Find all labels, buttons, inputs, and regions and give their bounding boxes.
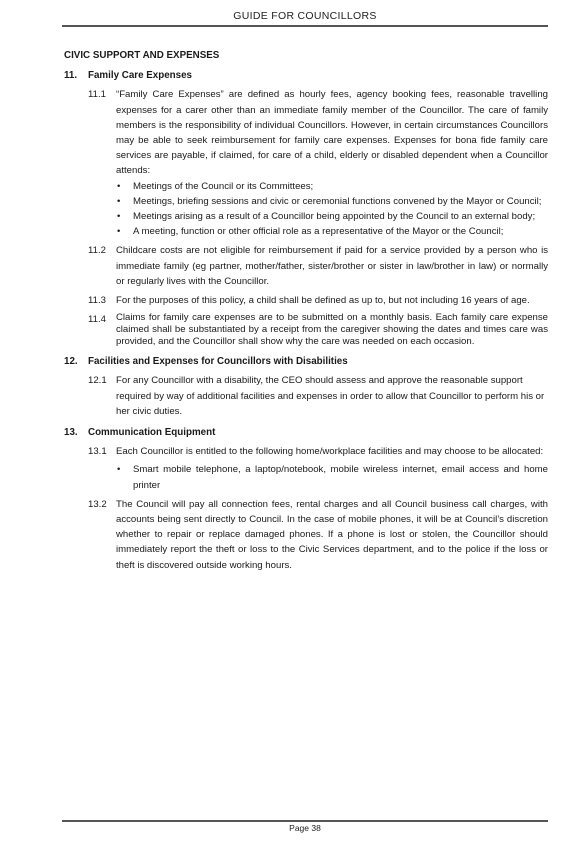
document-body — [64, 48, 548, 577]
heading-number: 13. — [64, 427, 78, 439]
clause-12-1 — [88, 373, 548, 419]
list-item-text: Meetings, briefing sessions and civic or ceremonial functions convened by the Mayor or Council; — [133, 195, 542, 207]
clause-text: Claims for family care expenses are to be submitted on a monthly basis. Each family care expense claimed shall be substantiated by a receipt from the caregiver showing the dates and times care was provided, and the Councillor shall show why the care was needed on each occasion. — [116, 312, 548, 348]
list-item-text: Smart mobile telephone, a laptop/notebook, mobile wireless internet, email access and home printer — [133, 464, 548, 491]
list-item — [116, 179, 548, 194]
heading-text: Facilities and Expenses for Councillors with Disabilities — [88, 356, 348, 368]
list-item — [116, 462, 548, 492]
heading-number: 11. — [64, 70, 78, 82]
clause-number: 13.2 — [88, 498, 107, 510]
heading-facilities-disabilities — [64, 354, 548, 369]
list-item — [116, 209, 548, 224]
clause-number: 13.1 — [88, 446, 107, 458]
clause-11-1 — [88, 87, 548, 239]
clause-number: 12.1 — [88, 375, 107, 387]
clause-text: Childcare costs are not eligible for reimbursement if paid for a service provided by a person who is immediate family (eg partner, mother/father, sister/brother or sister in law/brother in law) or normally or regularly lives with the Councillor. — [116, 245, 548, 287]
clause-number: 11.2 — [88, 245, 106, 257]
bullet-icon: • — [117, 195, 121, 207]
page-number: Page 38 — [289, 823, 321, 833]
list-item-text: Meetings arising as a result of a Councillor being appointed by the Council to an external body; — [133, 211, 536, 223]
clause-text: Each Councillor is entitled to the following home/workplace facilities and may choose to be allocated: — [116, 446, 544, 458]
heading-number: 12. — [64, 356, 78, 368]
list-item — [116, 224, 548, 239]
bullet-list — [116, 179, 548, 240]
clause-11-2 — [88, 243, 548, 289]
heading-family-care-expenses — [64, 68, 548, 83]
bullet-icon: • — [117, 226, 121, 238]
clause-text: For any Councillor with a disability, the CEO should assess and approve the reasonable support required by way of additional facilities and expenses in order to allow that Councillor to perform his or her civic duties. — [116, 375, 545, 417]
list-item-text: A meeting, function or other official role as a representative of the Mayor or the Council; — [133, 226, 504, 238]
clause-13-1 — [88, 444, 548, 493]
footer-divider — [62, 820, 548, 822]
clause-text: The Council will pay all connection fees, rental charges and all Council business call charges, with accounts being sent directly to Council. In the case of mobile phones, it will be at Council’s discretion whether to repair or replace damaged phones. If a phone is lost or stolen, the Councillor should immediately report the theft or loss to the Civic Services department, and to the police if the loss or theft is discovered outside working hours. — [116, 498, 548, 571]
clause-text: “Family Care Expenses” are defined as hourly fees, agency booking fees, reasonable travelling expenses for a carer other than an immediate family member of the Councillor. The care of family members is the responsibility of individual Councillors. However, in certain circumstances Councillors may be able to seek reimbursement for family care expenses. Expenses for bona fide family care services are payable, if claimed, for care of a child, elderly or disabled dependent when a Councillor attends: — [116, 89, 548, 177]
clause-number: 11.3 — [88, 295, 106, 307]
clause-13-2 — [88, 497, 548, 573]
clause-number: 11.4 — [88, 314, 106, 326]
clause-text: For the purposes of this policy, a child shall be defined as up to, but not including 16 years of age. — [116, 295, 530, 307]
clause-11-4 — [88, 312, 548, 348]
clause-body — [116, 87, 548, 239]
clause-body — [116, 444, 548, 493]
header-divider — [62, 25, 548, 27]
list-item-text: Meetings of the Council or its Committees; — [133, 180, 314, 192]
clause-11-3 — [88, 293, 548, 308]
page-header-title: GUIDE FOR COUNCILLORS — [233, 10, 377, 22]
bullet-icon: • — [117, 211, 121, 223]
heading-communication-equipment — [64, 425, 548, 440]
heading-text: Family Care Expenses — [88, 70, 193, 82]
bullet-list — [116, 462, 548, 492]
list-item — [116, 194, 548, 209]
bullet-icon: • — [117, 464, 121, 476]
heading-text: Communication Equipment — [88, 427, 216, 439]
bullet-icon: • — [117, 180, 121, 192]
clause-number: 11.1 — [88, 89, 106, 101]
section-title: CIVIC SUPPORT AND EXPENSES — [64, 50, 220, 61]
